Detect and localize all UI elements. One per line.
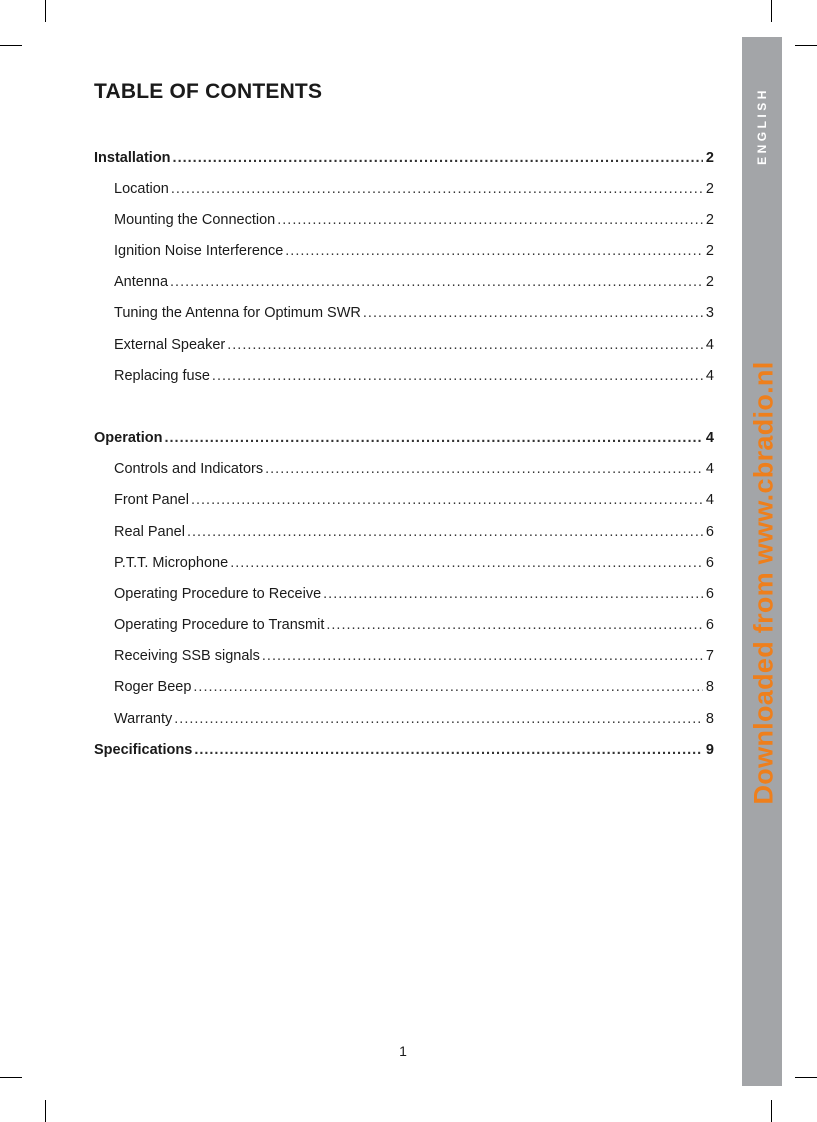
toc-entry-page: 9 bbox=[705, 742, 714, 758]
page-title: TABLE OF CONTENTS bbox=[94, 80, 323, 103]
toc-entry-label: Mounting the Connection bbox=[114, 212, 276, 228]
toc-entry-label: Specifications bbox=[94, 742, 193, 758]
toc-entry-location[interactable] bbox=[114, 179, 714, 199]
toc-leader-dots bbox=[191, 490, 703, 510]
toc-leader-dots bbox=[285, 241, 703, 261]
toc-entry-label: Tuning the Antenna for Optimum SWR bbox=[114, 305, 361, 321]
toc-entry-installation[interactable] bbox=[94, 148, 714, 168]
toc-entry-mounting-the-connection[interactable] bbox=[114, 210, 714, 230]
download-watermark: Downloaded from www.cbradio.nl bbox=[748, 361, 779, 805]
toc-leader-dots bbox=[170, 272, 703, 292]
language-label: ENGLISH bbox=[755, 87, 769, 165]
toc-leader-dots bbox=[187, 522, 703, 542]
crop-mark-top-left-h bbox=[0, 45, 22, 46]
toc-entry-page: 7 bbox=[705, 648, 714, 664]
toc-entry-front-panel[interactable] bbox=[114, 490, 714, 510]
toc-entry-real-panel[interactable] bbox=[114, 522, 714, 542]
toc-entry-label: Replacing fuse bbox=[114, 368, 210, 384]
toc-entry-replacing-fuse[interactable] bbox=[114, 366, 714, 386]
toc-entry-page: 4 bbox=[705, 492, 714, 508]
toc-entry-label: Front Panel bbox=[114, 492, 189, 508]
toc-leader-dots bbox=[193, 677, 703, 697]
toc-leader-dots bbox=[323, 584, 703, 604]
page-number: 1 bbox=[399, 1043, 407, 1059]
toc-entry-page: 2 bbox=[705, 181, 714, 197]
toc-entry-tuning-the-antenna[interactable] bbox=[114, 303, 714, 323]
toc-entry-page: 4 bbox=[705, 368, 714, 384]
toc-entry-external-speaker[interactable] bbox=[114, 335, 714, 355]
toc-entry-warranty[interactable] bbox=[114, 709, 714, 729]
toc-entry-page: 6 bbox=[705, 555, 714, 571]
toc-entry-label: Warranty bbox=[114, 711, 173, 727]
toc-leader-dots bbox=[174, 709, 703, 729]
toc-entry-page: 3 bbox=[705, 305, 714, 321]
toc-leader-dots bbox=[171, 179, 703, 199]
toc-leader-dots bbox=[194, 740, 703, 760]
toc-entry-operation[interactable] bbox=[94, 428, 714, 448]
toc-entry-controls-and-indicators[interactable] bbox=[114, 459, 714, 479]
toc-leader-dots bbox=[164, 428, 703, 448]
toc-entry-label: Installation bbox=[94, 150, 171, 166]
toc-entry-label: Ignition Noise Interference bbox=[114, 243, 284, 259]
crop-mark-top-left bbox=[45, 0, 46, 22]
toc-entry-receiving-ssb-signals[interactable] bbox=[114, 646, 714, 666]
toc-entry-operating-procedure-receive[interactable] bbox=[114, 584, 714, 604]
toc-entry-page: 8 bbox=[705, 679, 714, 695]
toc-leader-dots bbox=[363, 303, 703, 323]
toc-entry-roger-beep[interactable] bbox=[114, 677, 714, 697]
toc-entry-page: 2 bbox=[705, 274, 714, 290]
toc-entry-page: 2 bbox=[705, 212, 714, 228]
toc-entry-label: Roger Beep bbox=[114, 679, 192, 695]
toc-entry-page: 6 bbox=[705, 617, 714, 633]
toc-entry-antenna[interactable] bbox=[114, 272, 714, 292]
toc-leader-dots bbox=[262, 646, 703, 666]
toc-entry-label: Operation bbox=[94, 430, 163, 446]
toc-leader-dots bbox=[230, 553, 703, 573]
toc-entry-label: Operating Procedure to Receive bbox=[114, 586, 322, 602]
toc-entry-label: Antenna bbox=[114, 274, 169, 290]
crop-mark-top-right-h bbox=[795, 45, 817, 46]
toc-entry-label: Operating Procedure to Transmit bbox=[114, 617, 325, 633]
toc-entry-ignition-noise-interference[interactable] bbox=[114, 241, 714, 261]
toc-leader-dots bbox=[277, 210, 703, 230]
toc-leader-dots bbox=[173, 148, 703, 168]
crop-mark-bottom-right-h bbox=[795, 1077, 817, 1078]
toc-leader-dots bbox=[227, 335, 703, 355]
toc-entry-label: Location bbox=[114, 181, 169, 197]
toc-entry-page: 4 bbox=[705, 430, 714, 446]
toc-entry-label: Controls and Indicators bbox=[114, 461, 264, 477]
toc-entry-page: 2 bbox=[705, 243, 714, 259]
toc-entry-page: 4 bbox=[705, 461, 714, 477]
toc-entry-page: 8 bbox=[705, 711, 714, 727]
toc-entry-specifications[interactable] bbox=[94, 740, 714, 760]
toc-entry-page: 4 bbox=[705, 337, 714, 353]
crop-mark-bottom-left-h bbox=[0, 1077, 22, 1078]
toc-entry-ptt-microphone[interactable] bbox=[114, 553, 714, 573]
toc-entry-page: 2 bbox=[705, 150, 714, 166]
toc-entry-label: Receiving SSB signals bbox=[114, 648, 260, 664]
toc-leader-dots bbox=[212, 366, 703, 386]
toc-entry-page: 6 bbox=[705, 586, 714, 602]
toc-entry-label: P.T.T. Microphone bbox=[114, 555, 229, 571]
crop-mark-top-right bbox=[771, 0, 772, 22]
toc-entry-label: External Speaker bbox=[114, 337, 226, 353]
crop-mark-bottom-left bbox=[45, 1100, 46, 1122]
toc-entry-page: 6 bbox=[705, 524, 714, 540]
toc-entry-operating-procedure-transmit[interactable] bbox=[114, 615, 714, 635]
toc-entry-label: Real Panel bbox=[114, 524, 185, 540]
crop-mark-bottom-right bbox=[771, 1100, 772, 1122]
toc-leader-dots bbox=[265, 459, 703, 479]
toc-leader-dots bbox=[326, 615, 703, 635]
